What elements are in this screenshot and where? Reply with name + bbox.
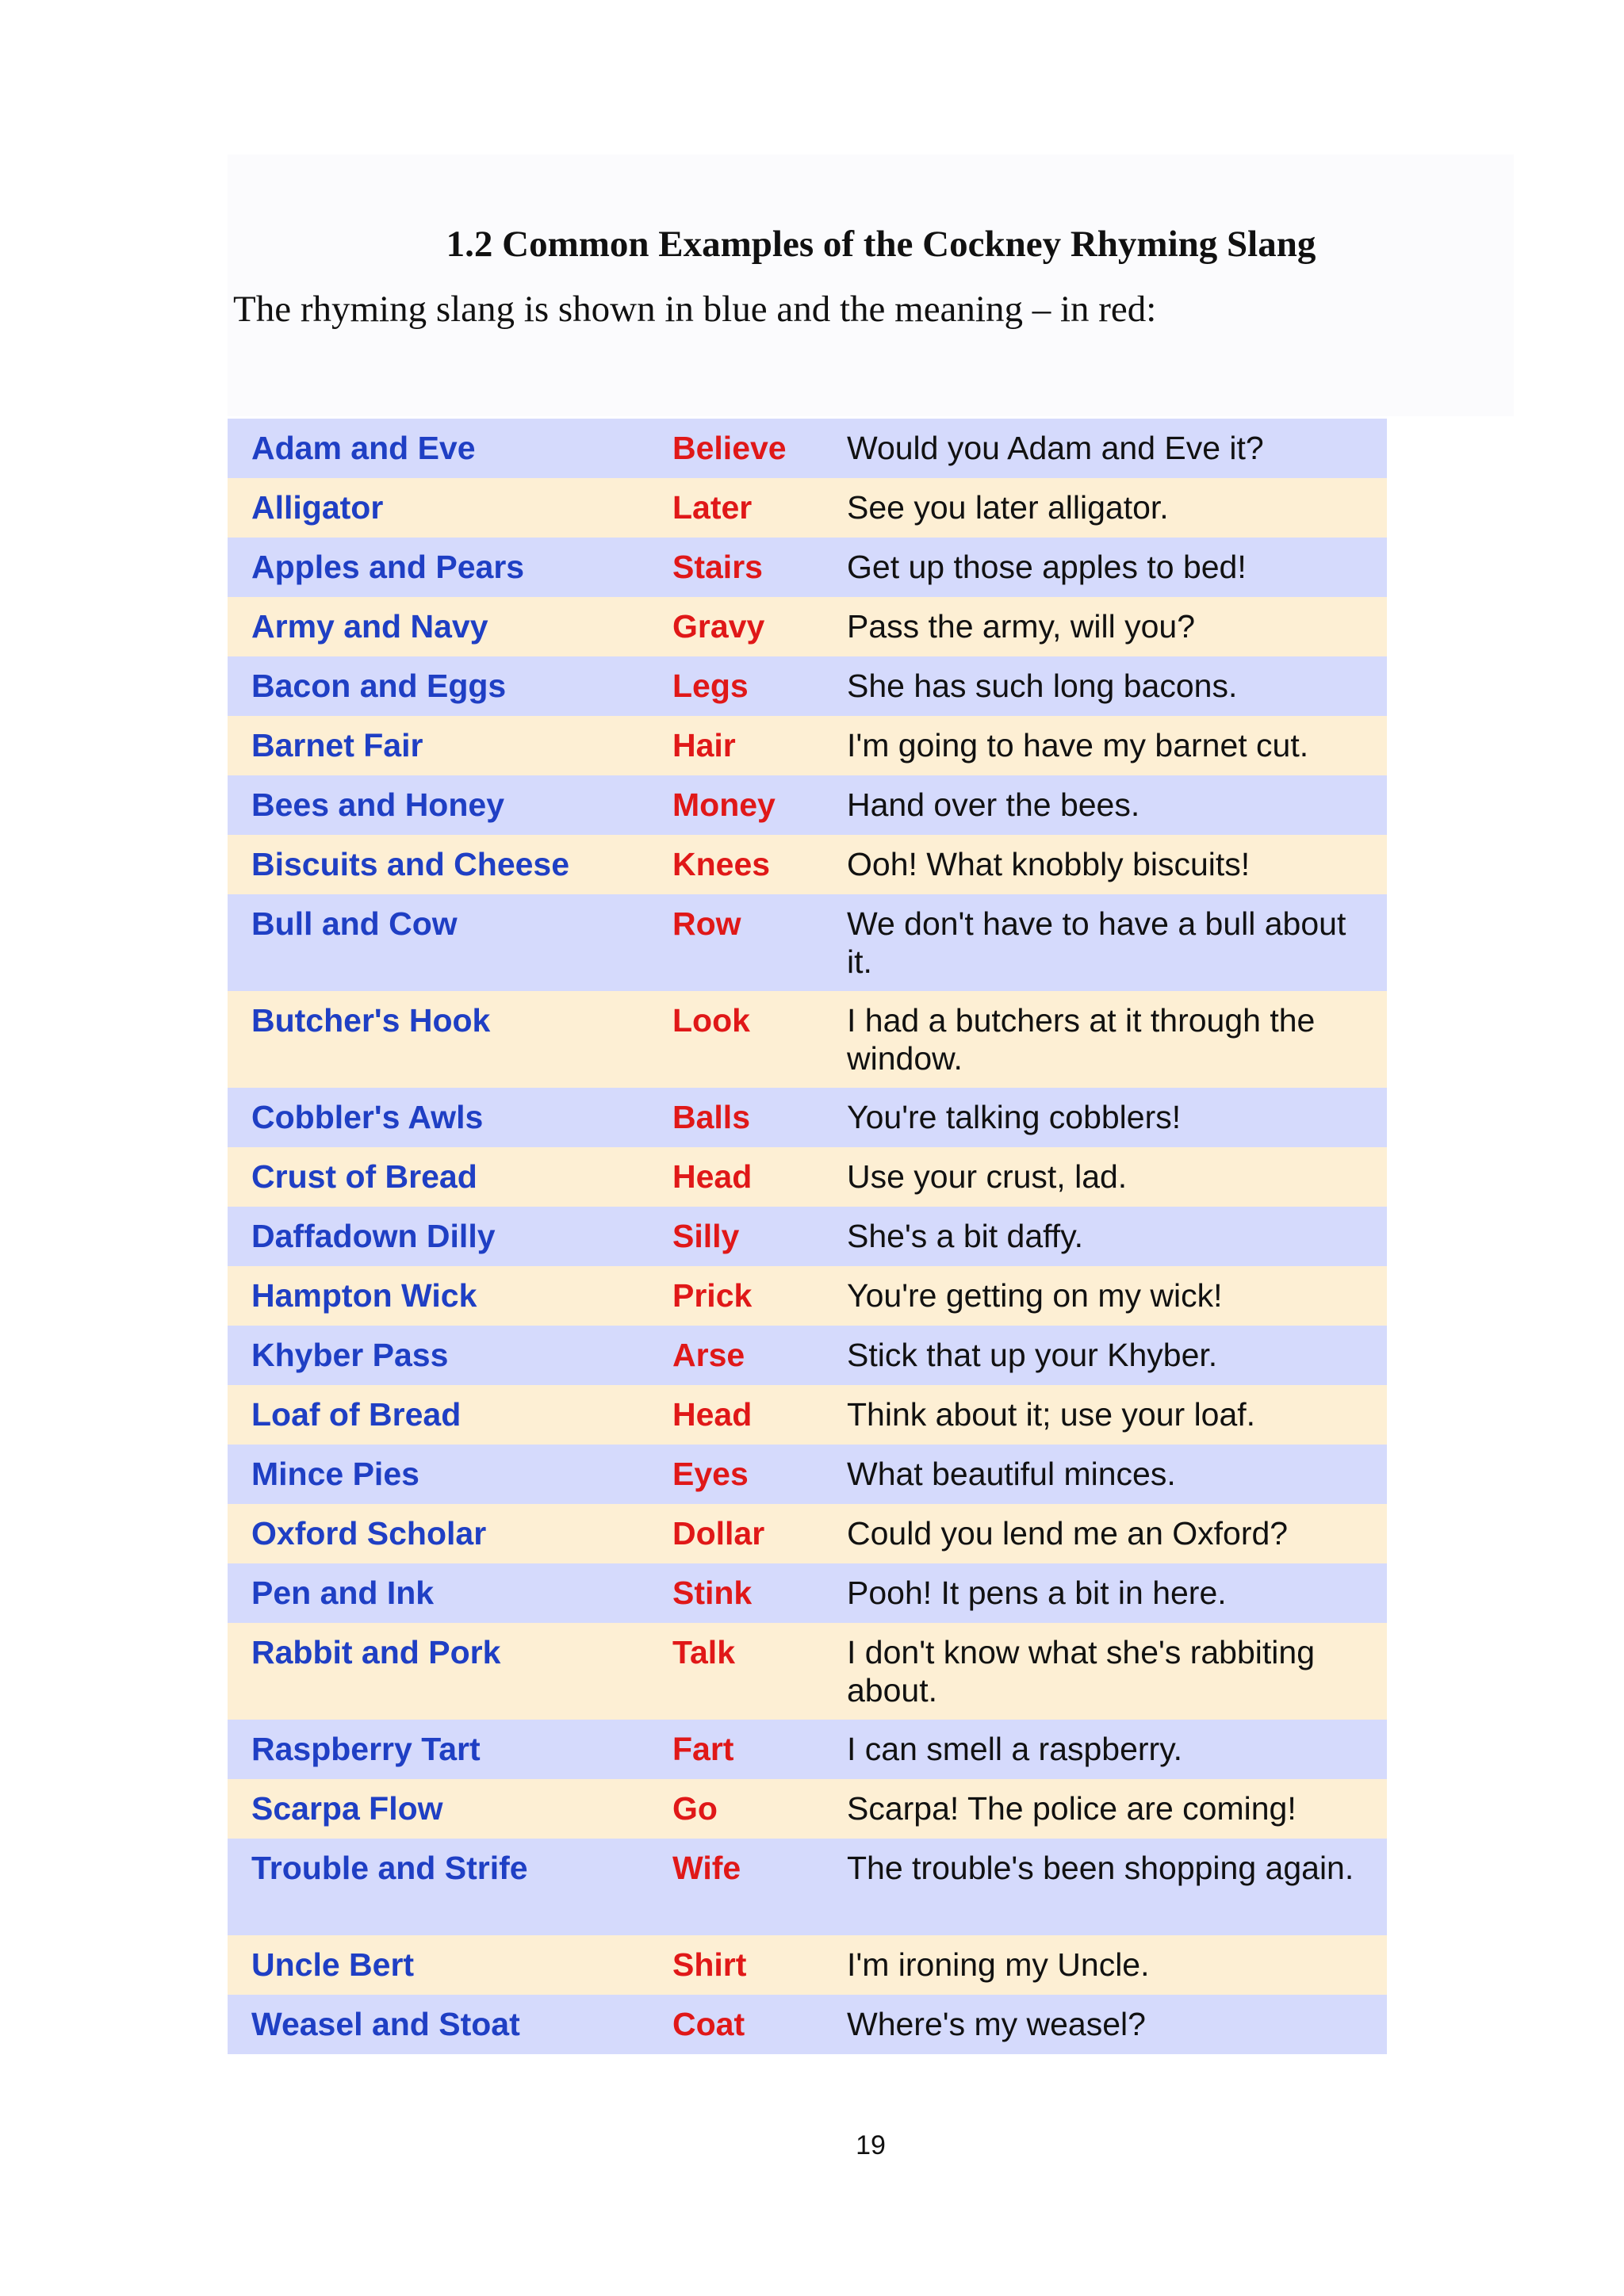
meaning-cell: Shirt — [672, 1946, 747, 1983]
table-row — [228, 1266, 1387, 1326]
slang-cell: Barnet Fair — [251, 727, 423, 763]
slang-cell: Trouble and Strife — [251, 1850, 528, 1886]
table-row — [228, 1720, 1387, 1779]
example-cell: She's a bit daffy. — [847, 1218, 1084, 1254]
slang-cell: Raspberry Tart — [251, 1731, 481, 1767]
slang-cell: Rabbit and Pork — [251, 1634, 501, 1670]
example-cell: We don't have to have a bull about it. — [847, 905, 1346, 980]
table-row — [228, 1504, 1387, 1563]
table-row — [228, 1088, 1387, 1147]
meaning-cell: Dollar — [672, 1515, 765, 1552]
slang-cell: Butcher's Hook — [251, 1002, 491, 1039]
table-row — [228, 775, 1387, 835]
meaning-cell: Knees — [672, 846, 771, 882]
table-row — [228, 1623, 1387, 1720]
example-cell: I'm going to have my barnet cut. — [847, 727, 1309, 763]
slang-cell: Pen and Ink — [251, 1575, 435, 1611]
slang-cell: Mince Pies — [251, 1456, 419, 1492]
example-cell: You're talking cobblers! — [847, 1099, 1182, 1135]
intro-text: The rhyming slang is shown in blue and the meaning – in red: — [233, 289, 1157, 330]
meaning-cell: Stairs — [672, 549, 763, 585]
example-cell: I'm ironing my Uncle. — [847, 1946, 1150, 1983]
example-cell: I had a butchers at it through the window. — [847, 1002, 1316, 1077]
meaning-cell: Eyes — [672, 1456, 749, 1492]
table-row — [228, 1385, 1387, 1445]
example-cell: Use your crust, lad. — [847, 1158, 1128, 1195]
slang-table — [228, 419, 1387, 2054]
slang-cell: Loaf of Bread — [251, 1396, 462, 1433]
meaning-cell: Silly — [672, 1218, 740, 1254]
example-cell: Get up those apples to bed! — [847, 549, 1247, 585]
example-cell: Pooh! It pens a bit in here. — [847, 1575, 1227, 1611]
meaning-cell: Balls — [672, 1099, 750, 1135]
slang-cell: Crust of Bread — [251, 1158, 477, 1195]
table-row — [228, 1995, 1387, 2054]
slang-cell: Oxford Scholar — [251, 1515, 487, 1552]
meaning-cell: Believe — [672, 430, 787, 466]
example-cell: Ooh! What knobbly biscuits! — [847, 846, 1251, 882]
table-row — [228, 1207, 1387, 1266]
meaning-cell: Go — [672, 1790, 718, 1827]
meaning-cell: Row — [672, 905, 741, 942]
meaning-cell: Gravy — [672, 608, 765, 645]
meaning-cell: Prick — [672, 1277, 753, 1314]
meaning-cell: Head — [672, 1396, 753, 1433]
meaning-cell: Legs — [672, 668, 749, 704]
slang-cell: Khyber Pass — [251, 1337, 449, 1373]
example-cell: Pass the army, will you? — [847, 608, 1196, 645]
slang-cell: Bull and Cow — [251, 905, 458, 942]
table-row — [228, 1563, 1387, 1623]
meaning-cell: Wife — [672, 1850, 741, 1886]
meaning-cell: Later — [672, 489, 753, 526]
table-row — [228, 991, 1387, 1088]
example-cell: I can smell a raspberry. — [847, 1731, 1183, 1767]
example-cell: Hand over the bees. — [847, 786, 1140, 823]
table-row — [228, 894, 1387, 991]
example-cell: Think about it; use your loaf. — [847, 1396, 1256, 1433]
page-title: 1.2 Common Examples of the Cockney Rhyming Slang — [446, 224, 1316, 265]
table-row — [228, 419, 1387, 478]
example-cell: Could you lend me an Oxford? — [847, 1515, 1289, 1552]
slang-cell: Adam and Eve — [251, 430, 476, 466]
example-cell: Where's my weasel? — [847, 2006, 1146, 2042]
slang-cell: Bacon and Eggs — [251, 668, 507, 704]
slang-cell: Apples and Pears — [251, 549, 525, 585]
slang-cell: Alligator — [251, 489, 384, 526]
slang-cell: Bees and Honey — [251, 786, 504, 823]
table-row — [228, 1147, 1387, 1207]
example-cell: You're getting on my wick! — [847, 1277, 1223, 1314]
meaning-cell: Arse — [672, 1337, 745, 1373]
slang-cell: Scarpa Flow — [251, 1790, 443, 1827]
meaning-cell: Coat — [672, 2006, 745, 2042]
table-row — [228, 1935, 1387, 1995]
example-cell: What beautiful minces. — [847, 1456, 1176, 1492]
meaning-cell: Look — [672, 1002, 750, 1039]
example-cell: See you later alligator. — [847, 489, 1169, 526]
slang-cell: Uncle Bert — [251, 1946, 415, 1983]
table-row — [228, 656, 1387, 716]
table-row — [228, 538, 1387, 597]
table-row — [228, 835, 1387, 894]
slang-cell: Weasel and Stoat — [251, 2006, 520, 2042]
meaning-cell: Fart — [672, 1731, 734, 1767]
table-row — [228, 1779, 1387, 1839]
slang-cell: Hampton Wick — [251, 1277, 477, 1314]
table-row — [228, 716, 1387, 775]
example-cell: Would you Adam and Eve it? — [847, 430, 1264, 466]
meaning-cell: Hair — [672, 727, 736, 763]
example-cell: I don't know what she's rabbiting about. — [847, 1634, 1315, 1709]
meaning-cell: Talk — [672, 1634, 735, 1670]
slang-cell: Daffadown Dilly — [251, 1218, 496, 1254]
table-row — [228, 1326, 1387, 1385]
meaning-cell: Head — [672, 1158, 753, 1195]
meaning-cell: Stink — [672, 1575, 753, 1611]
slang-cell: Cobbler's Awls — [251, 1099, 484, 1135]
example-cell: Stick that up your Khyber. — [847, 1337, 1218, 1373]
table-row — [228, 1839, 1387, 1935]
slang-cell: Army and Navy — [251, 608, 488, 645]
meaning-cell: Money — [672, 786, 776, 823]
table-row — [228, 478, 1387, 538]
example-cell: She has such long bacons. — [847, 668, 1238, 704]
example-cell: Scarpa! The police are coming! — [847, 1790, 1297, 1827]
slang-cell: Biscuits and Cheese — [251, 846, 570, 882]
page-number: 19 — [856, 2130, 886, 2160]
table-row — [228, 1445, 1387, 1504]
table-row — [228, 597, 1387, 656]
example-cell: The trouble's been shopping again. — [847, 1850, 1354, 1886]
